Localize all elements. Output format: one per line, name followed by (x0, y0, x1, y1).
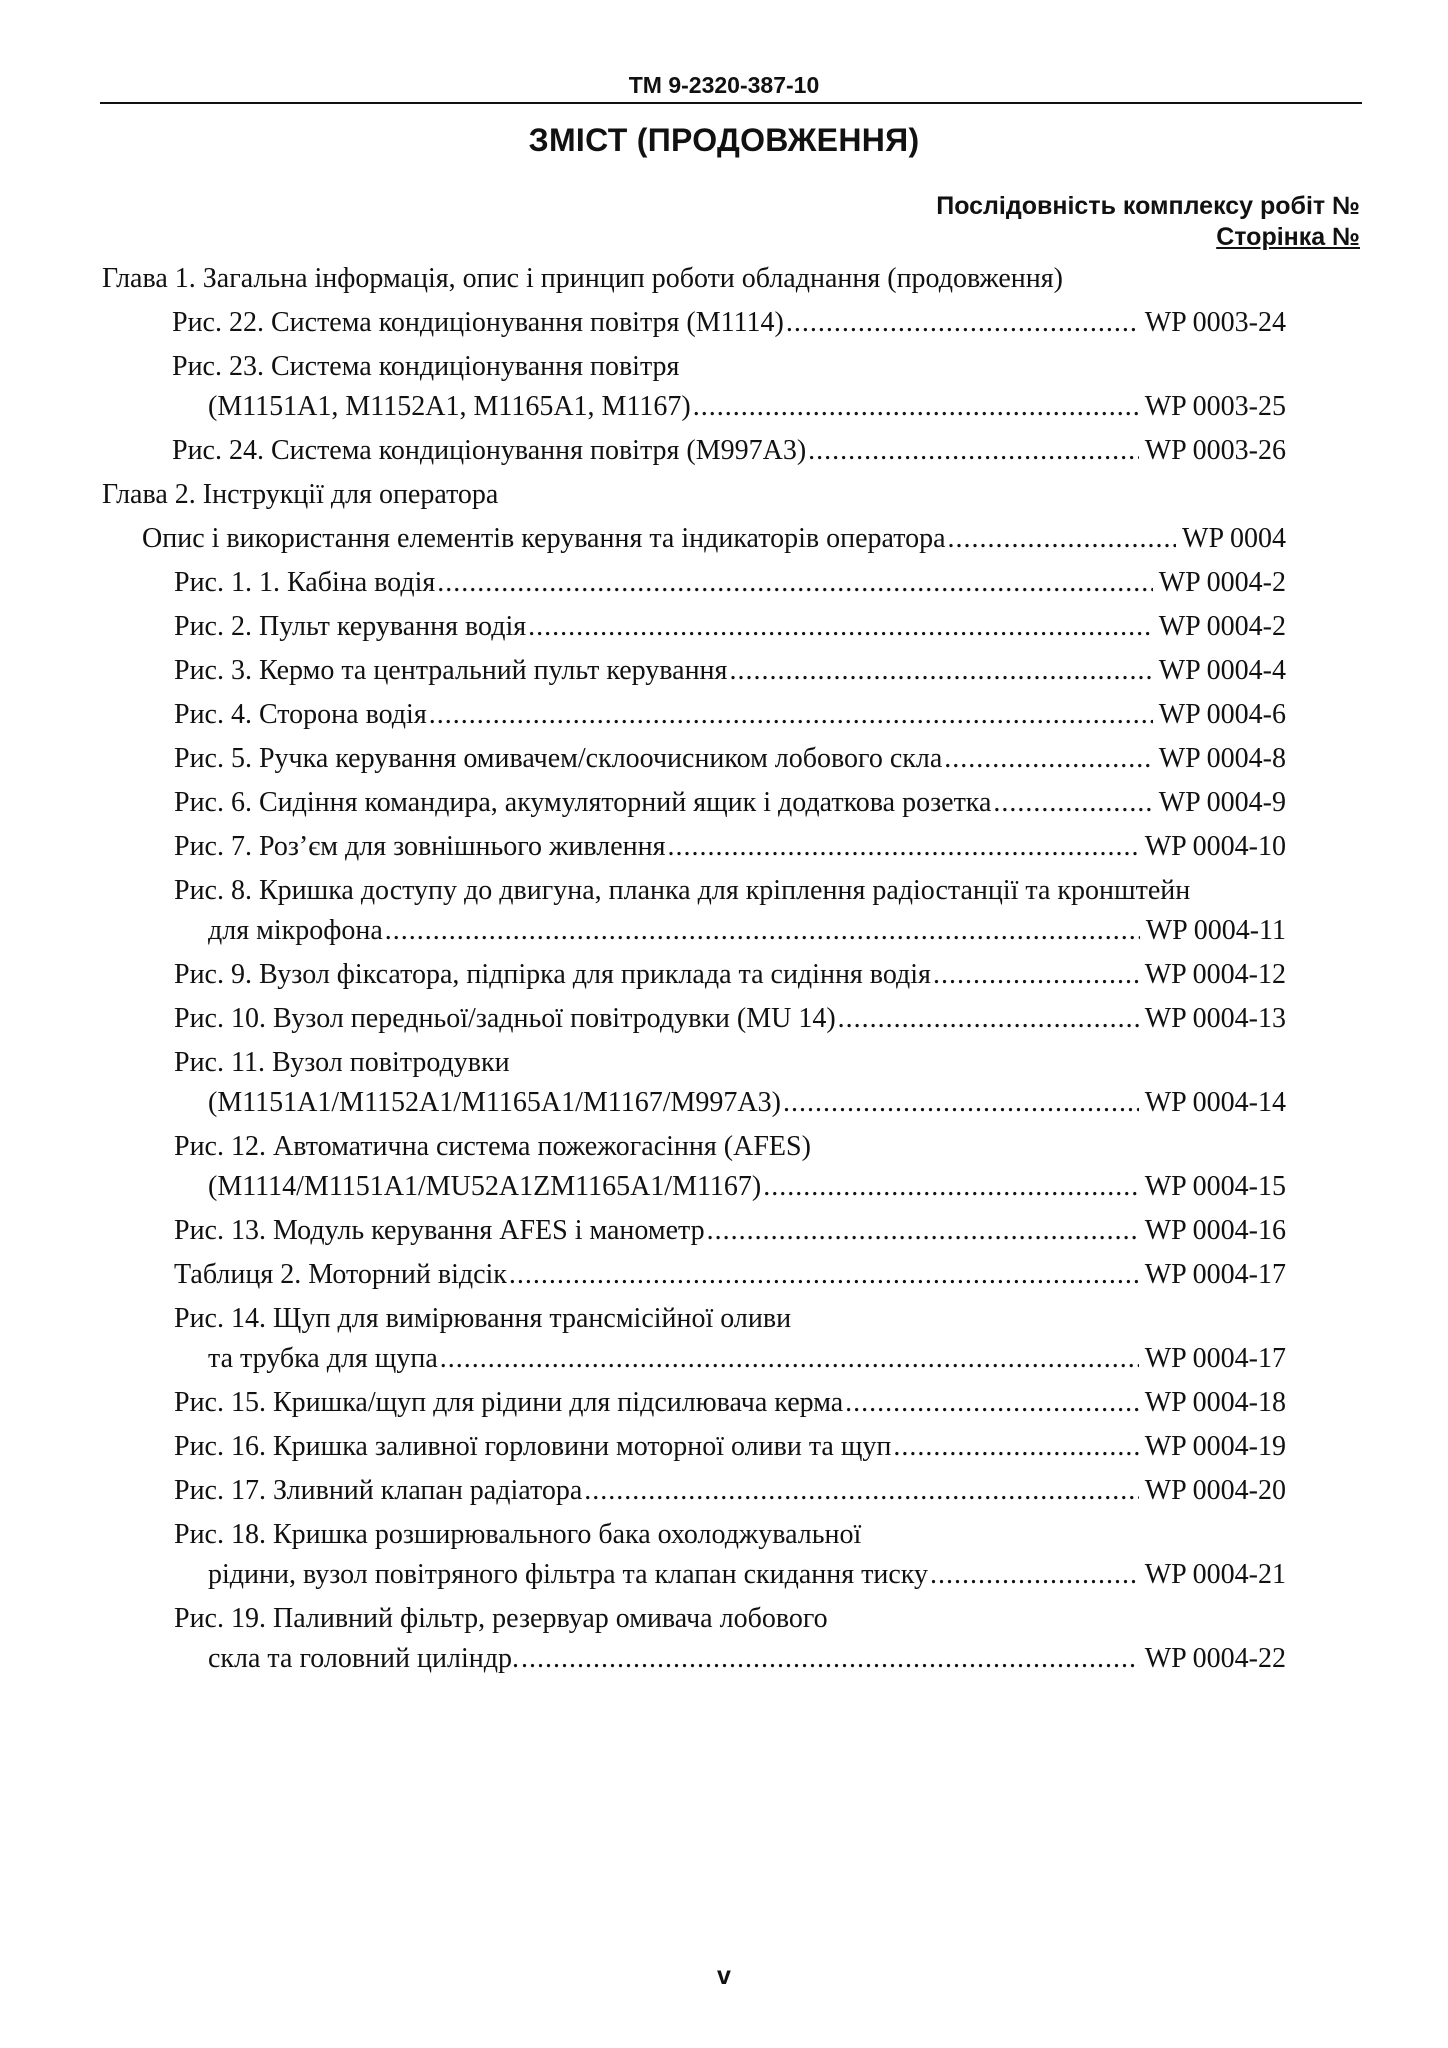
dot-leader (930, 1558, 1139, 1592)
dot-leader (763, 1170, 1138, 1204)
toc-entry-page: WP 0003-25 (1144, 391, 1286, 422)
dot-leader (429, 698, 1153, 732)
dot-leader (440, 1342, 1139, 1376)
toc-entry-ch2-16[interactable] (174, 1386, 1286, 1420)
chapter-1-heading: Глава 1. Загальна інформація, опис і принцип роботи обладнання (продовження) (102, 263, 1063, 294)
dot-leader (668, 830, 1139, 864)
toc-entry-text: Рис. 10. Вузол передньої/задньої повітродувки (MU 14) (174, 1003, 836, 1034)
toc-entry-text: Рис. 4. Сторона водія (174, 699, 427, 730)
toc-entry-text: та трубка для щупа (208, 1343, 438, 1374)
toc-entry-page: WP 0004-12 (1144, 959, 1286, 990)
toc-entry-ch2-20-cont[interactable] (208, 1642, 1286, 1676)
toc-entry-page: WP 0004-10 (1144, 831, 1286, 862)
dot-leader (707, 1214, 1139, 1248)
toc-entry-page: WP 0004-17 (1144, 1343, 1286, 1374)
column-heading-sequence: Послідовність комплексу робіт № (936, 192, 1360, 220)
column-heading-page: Сторінка № (1216, 223, 1360, 251)
toc-entry-ch2-intro[interactable] (142, 522, 1286, 556)
toc-entry-ch2-18[interactable] (174, 1474, 1286, 1508)
toc-entry-text: скла та головний циліндр. (208, 1643, 519, 1674)
toc-entry-text: Рис. 9. Вузол фіксатора, підпірка для приклада та сидіння водія (174, 959, 931, 990)
dot-leader (808, 434, 1139, 468)
dot-leader (693, 390, 1139, 424)
toc-entry-text: (M1151A1/M1152A1/M1165A1/M1167/M997A3) (208, 1087, 781, 1118)
toc-entry-ch2-5[interactable] (174, 742, 1286, 776)
toc-entry-ch2-20: Рис. 19. Паливний фільтр, резервуар омивача лобового (174, 1603, 828, 1634)
toc-entry-text: Рис. 16. Кришка заливної горловини моторної оливи та щуп (174, 1431, 892, 1462)
toc-entry-text: рідини, вузол повітряного фільтра та клапан скидання тиску (208, 1559, 928, 1590)
page-title: ЗМІСТ (ПРОДОВЖЕННЯ) (528, 122, 920, 158)
toc-entry-ch2-6[interactable] (174, 786, 1286, 820)
toc-entry-page: WP 0004-14 (1144, 1087, 1286, 1118)
toc-entry-page: WP 0003-24 (1144, 307, 1286, 338)
toc-entry-page: WP 0004-6 (1158, 699, 1286, 730)
toc-entry-text: Рис. 1. 1. Кабіна водія (174, 567, 436, 598)
toc-entry-text: Рис. 3. Кермо та центральний пульт керування (174, 655, 728, 686)
toc-entry-page: WP 0004-8 (1158, 743, 1286, 774)
toc-entry-ch2-14[interactable] (174, 1258, 1286, 1292)
toc-entry-ch2-4[interactable] (174, 698, 1286, 732)
toc-entry-ch2-8: Рис. 8. Кришка доступу до двигуна, планка для кріплення радіостанції та кронштейн (174, 875, 1191, 906)
dot-leader (783, 1086, 1139, 1120)
document-id: ТМ 9-2320-387-10 (628, 72, 820, 98)
toc-entry-ch2-8-cont[interactable] (208, 914, 1286, 948)
toc-entry-ch1-3[interactable] (172, 434, 1286, 468)
dot-leader (509, 1258, 1139, 1292)
dot-leader (729, 654, 1152, 688)
toc-entry-page: WP 0004-16 (1144, 1215, 1286, 1246)
toc-entry-ch1-1[interactable] (172, 306, 1286, 340)
toc-entry-page: WP 0004-19 (1144, 1431, 1286, 1462)
dot-leader (521, 1642, 1139, 1676)
toc-entry-page: WP 0004-21 (1144, 1559, 1286, 1590)
toc-entry-text: (M1114/M1151A1/MU52A1ZM1165A1/M1167) (208, 1171, 762, 1202)
toc-entry-ch2-19-cont[interactable] (208, 1558, 1286, 1592)
toc-entry-page: WP 0004-17 (1144, 1259, 1286, 1290)
toc-entry-page: WP 0004-22 (1144, 1643, 1286, 1674)
toc-entry-ch2-17[interactable] (174, 1430, 1286, 1464)
toc-entry-page: WP 0004-20 (1144, 1475, 1286, 1506)
dot-leader (993, 786, 1152, 820)
dot-leader (838, 1002, 1139, 1036)
dot-leader (948, 522, 1177, 556)
dot-leader (385, 914, 1140, 948)
toc-entry-page: WP 0004-13 (1144, 1003, 1286, 1034)
toc-entry-text: (M1151A1, M1152A1, M1165A1, M1167) (208, 391, 691, 422)
toc-entry-text: Рис. 22. Система кондиціонування повітря (M1114) (172, 307, 784, 338)
toc-entry-ch2-12-cont[interactable] (208, 1170, 1286, 1204)
dot-leader (944, 742, 1152, 776)
toc-entry-page: WP 0004-18 (1144, 1387, 1286, 1418)
toc-entry-text: Рис. 24. Система кондиціонування повітря (M997A3) (172, 435, 807, 466)
toc-entry-ch2-11-cont[interactable] (208, 1086, 1286, 1120)
toc-entry-text: Рис. 15. Кришка/щуп для рідини для підсилювача керма (174, 1387, 844, 1418)
toc-entry-text: Рис. 2. Пульт керування водія (174, 611, 527, 642)
toc-entry-text: для мікрофона (208, 915, 383, 946)
toc-entry-ch2-12: Рис. 12. Автоматична система пожежогасіння (AFES) (174, 1131, 811, 1162)
dot-leader (933, 958, 1139, 992)
dot-leader (437, 566, 1152, 600)
toc-entry-ch2-15-cont[interactable] (208, 1342, 1286, 1376)
toc-entry-ch1-2: Рис. 23. Система кондиціонування повітря (172, 351, 680, 382)
toc-entry-ch2-10[interactable] (174, 1002, 1286, 1036)
toc-entry-page: WP 0004 (1182, 523, 1286, 554)
toc-entry-ch2-2[interactable] (174, 610, 1286, 644)
dot-leader (786, 306, 1139, 340)
toc-entry-page: WP 0004-4 (1158, 655, 1286, 686)
toc-entry-ch1-2-cont[interactable] (208, 390, 1286, 424)
toc-entry-text: Рис. 13. Модуль керування AFES і манометр (174, 1215, 705, 1246)
dot-leader (584, 1474, 1138, 1508)
toc-entry-ch2-11: Рис. 11. Вузол повітродувки (174, 1047, 510, 1078)
toc-entry-page: WP 0003-26 (1144, 435, 1286, 466)
page-number: v (717, 1962, 731, 1990)
toc-entry-ch2-15: Рис. 14. Щуп для вимірювання трансмісійної оливи (174, 1303, 792, 1334)
toc-entry-ch2-3[interactable] (174, 654, 1286, 688)
toc-entry-ch2-1[interactable] (174, 566, 1286, 600)
dot-leader (845, 1386, 1139, 1420)
toc-entry-text: Рис. 7. Роз’єм для зовнішнього живлення (174, 831, 666, 862)
toc-entry-page: WP 0004-9 (1158, 787, 1286, 818)
toc-entry-text: Рис. 6. Сидіння командира, акумуляторний ящик і додаткова розетка (174, 787, 992, 818)
toc-entry-text: Рис. 17. Зливний клапан радіатора (174, 1475, 583, 1506)
toc-entry-page: WP 0004-11 (1145, 915, 1286, 946)
toc-entry-ch2-13[interactable] (174, 1214, 1286, 1248)
toc-entry-ch2-9[interactable] (174, 958, 1286, 992)
toc-entry-text: Таблиця 2. Моторний відсік (174, 1259, 507, 1290)
toc-entry-page: WP 0004-2 (1158, 567, 1286, 598)
dot-leader (893, 1430, 1138, 1464)
toc-entry-text: Опис і використання елементів керування та індикаторів оператора (142, 523, 946, 554)
chapter-2-heading: Глава 2. Інструкції для оператора (102, 479, 499, 510)
toc-entry-text: Рис. 5. Ручка керування омивачем/склоочисником лобового скла (174, 743, 943, 774)
dot-leader (528, 610, 1153, 644)
toc-entry-page: WP 0004-15 (1144, 1171, 1286, 1202)
toc-entry-page: WP 0004-2 (1158, 611, 1286, 642)
toc-entry-ch2-7[interactable] (174, 830, 1286, 864)
toc-entry-ch2-19: Рис. 18. Кришка розширювального бака охолоджувальної (174, 1519, 862, 1550)
